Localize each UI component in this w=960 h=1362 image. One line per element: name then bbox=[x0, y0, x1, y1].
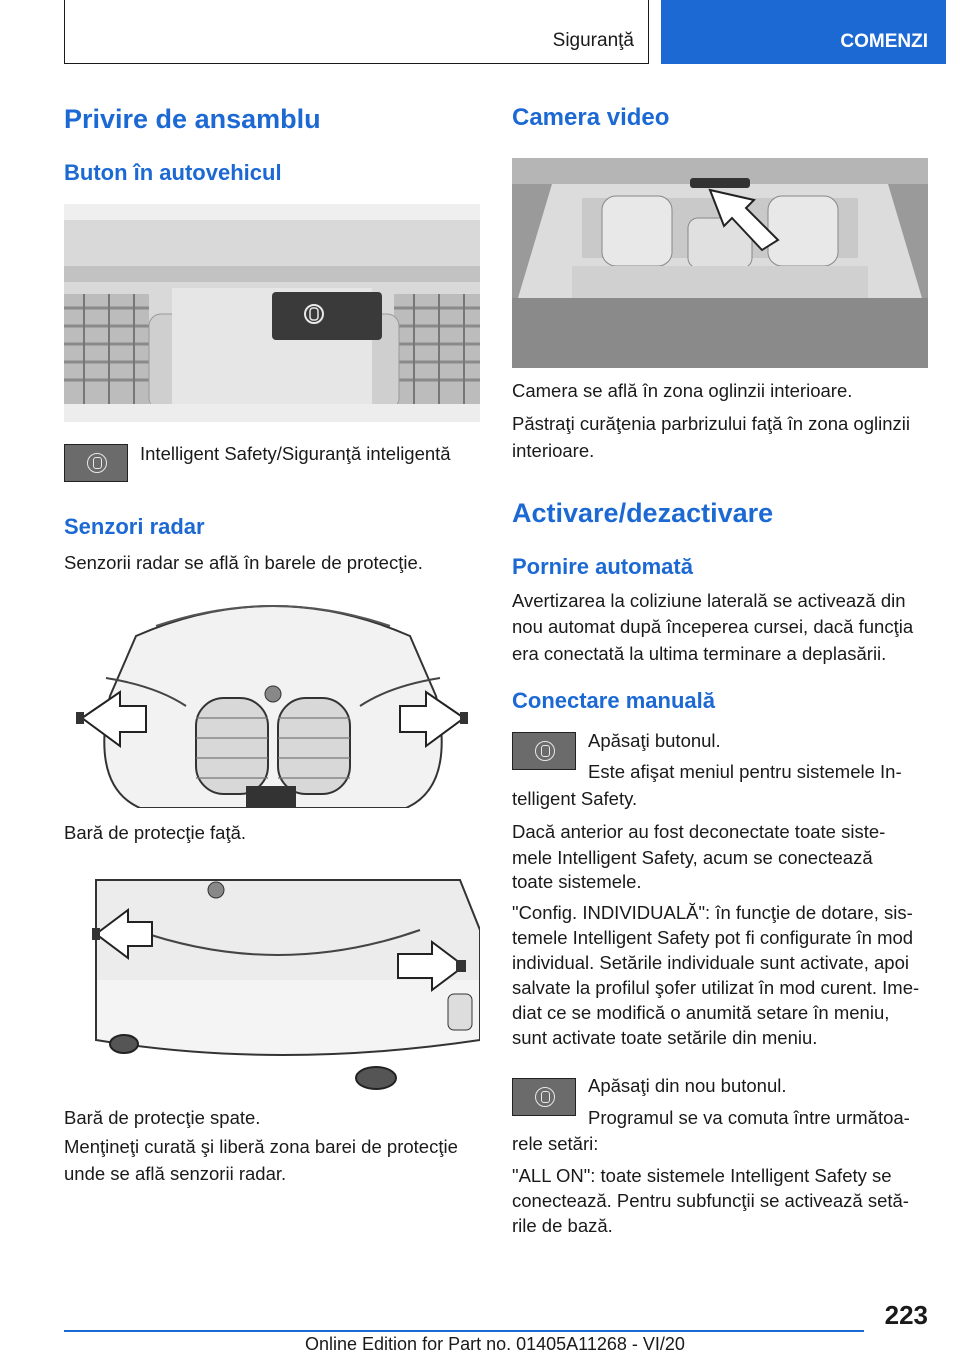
radar-text: Senzorii radar se află în barele de protecţie. bbox=[64, 552, 423, 573]
press-again-text: Apăsaţi din nou butonul. bbox=[588, 1075, 787, 1096]
config-line-3: individual. Setările individuale sunt activate, apoi bbox=[512, 952, 909, 973]
menu-shown-line-1: Este afişat meniul pentru sistemele In- bbox=[588, 761, 902, 782]
interior-camera-illustration bbox=[512, 158, 928, 368]
camera-clean-line-2: interioare. bbox=[512, 440, 595, 461]
header-section-box bbox=[64, 0, 649, 64]
config-line-6: sunt activate toate setările din meniu. bbox=[512, 1027, 818, 1048]
all-on-line-2: conectează. Pentru subfuncţii se activează setă- bbox=[512, 1190, 909, 1211]
header-section-title: Siguranţă bbox=[552, 30, 634, 51]
intelligent-safety-button-icon bbox=[64, 444, 128, 482]
heading-button-in-vehicle: Buton în autovehicul bbox=[64, 160, 282, 185]
all-on-line-3: rile de bază. bbox=[512, 1215, 613, 1236]
previous-off-line-3: toate sistemele. bbox=[512, 871, 642, 892]
config-line-1: "Config. INDIVIDUALĂ": în funcţie de dotare, sis- bbox=[512, 902, 913, 923]
camera-clean-line-1: Păstraţi curăţenia parbrizului faţă în zona oglinzii bbox=[512, 413, 910, 434]
heading-video-camera: Camera video bbox=[512, 104, 670, 131]
intelligent-safety-button-icon bbox=[512, 1078, 576, 1116]
header-chapter-tab[interactable]: COMENZI bbox=[661, 0, 946, 64]
previous-off-line-2: mele Intelligent Safety, acum se conectează bbox=[512, 847, 873, 868]
heading-manual-activation: Conectare manuală bbox=[512, 688, 715, 713]
heading-activation: Activare/dezactivare bbox=[512, 498, 774, 528]
camera-location-text: Camera se află în zona oglinzii interioare. bbox=[512, 380, 853, 401]
all-on-line-1: "ALL ON": toate sistemele Intelligent Safety se bbox=[512, 1165, 892, 1186]
toggle-line-2: rele setări: bbox=[512, 1133, 599, 1154]
rear-bumper-caption: Bară de protecţie spate. bbox=[64, 1107, 261, 1128]
auto-start-line-1: Avertizarea la coliziune laterală se activează din bbox=[512, 590, 906, 611]
dashboard-button-illustration bbox=[64, 204, 480, 422]
toggle-line-1: Programul se va comuta între următoa- bbox=[588, 1107, 910, 1128]
intelligent-safety-button-icon bbox=[512, 732, 576, 770]
auto-start-line-2: nou automat după începerea cursei, dacă funcţia bbox=[512, 616, 914, 637]
menu-shown-line-2: telligent Safety. bbox=[512, 788, 638, 809]
config-line-4: salvate la profilul şofer utilizat în mod curent. Ime- bbox=[512, 977, 920, 998]
button-caption: Intelligent Safety/Siguranţă inteligentă bbox=[140, 443, 451, 464]
footer-edition: Online Edition for Part no. 01405A11268 - VI/20 bbox=[305, 1334, 685, 1354]
press-button-text: Apăsaţi butonul. bbox=[588, 730, 721, 751]
front-bumper-caption: Bară de protecţie faţă. bbox=[64, 822, 247, 843]
heading-radar-sensors: Senzori radar bbox=[64, 514, 205, 539]
heading-overview: Privire de ansamblu bbox=[64, 104, 321, 134]
previous-off-line-1: Dacă anterior au fost deconectate toate siste- bbox=[512, 821, 886, 842]
keep-clean-line-1: Menţineţi curată şi liberă zona barei de protecţie bbox=[64, 1136, 458, 1157]
config-line-5: diat ce se modifică o anumită setare în meniu, bbox=[512, 1002, 890, 1023]
footer-divider bbox=[64, 1330, 864, 1332]
keep-clean-line-2: unde se află senzorii radar. bbox=[64, 1163, 287, 1184]
config-line-2: temele Intelligent Safety pot fi configurate în mod bbox=[512, 927, 914, 948]
heading-auto-start: Pornire automată bbox=[512, 554, 693, 579]
auto-start-line-3: era conectată la ultima terminare a deplasării. bbox=[512, 643, 887, 664]
page-number: 223 bbox=[884, 1300, 928, 1330]
rear-bumper-illustration bbox=[76, 870, 480, 1090]
front-bumper-illustration bbox=[76, 586, 470, 808]
